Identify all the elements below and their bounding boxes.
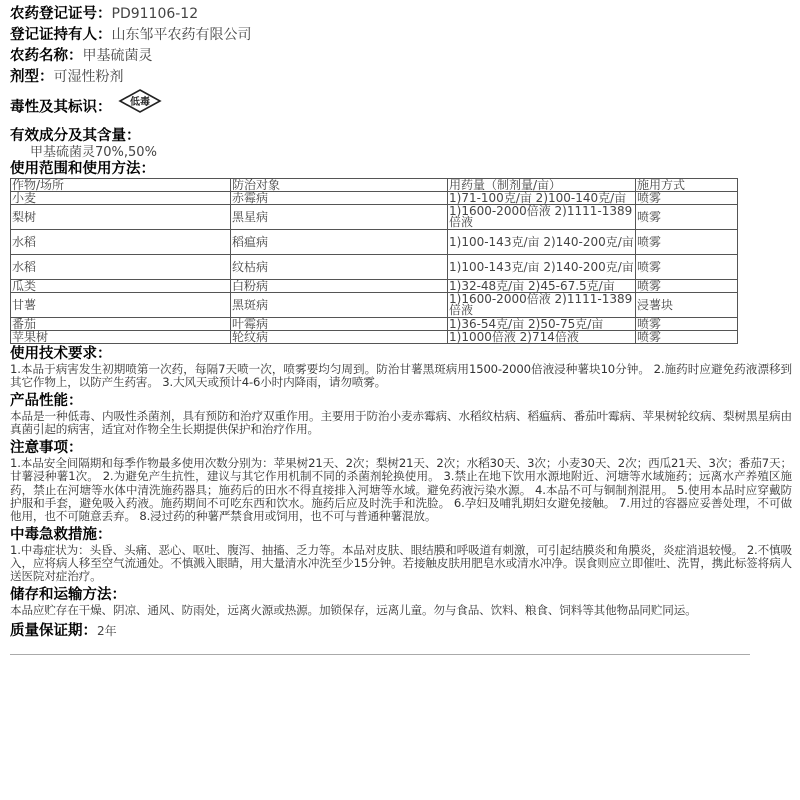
label-document xyxy=(10,4,792,655)
table-cell: 纹枯病 xyxy=(231,255,448,280)
table-cell: 喷雾 xyxy=(636,205,738,230)
table-cell: 1)100-143克/亩 2)140-200克/亩 xyxy=(448,230,636,255)
registration-number-label: 农药登记证号： xyxy=(10,6,112,22)
technique-heading: 使用技术要求： xyxy=(10,346,112,362)
table-cell: 1)1000倍液 2)714倍液 xyxy=(448,331,636,344)
table-cell: 小麦 xyxy=(11,192,231,205)
table-cell: 浸薯块 xyxy=(636,293,738,318)
table-cell: 赤霉病 xyxy=(231,192,448,205)
ingredient-value: 甲基硫菌灵70%,50% xyxy=(30,145,157,160)
warranty-row xyxy=(10,621,792,642)
bottom-divider xyxy=(10,654,750,655)
table-cell: 梨树 xyxy=(11,205,231,230)
table-cell: 白粉病 xyxy=(231,280,448,293)
table-cell: 喷雾 xyxy=(636,192,738,205)
table-cell: 喷雾 xyxy=(636,230,738,255)
registration-number-value: PD91106-12 xyxy=(111,6,199,22)
first-aid-text: 1.中毒症状为：头昏、头痛、恶心、呕吐、腹泻、抽搐、乏力等。本品对皮肤、眼结膜和呼吸道有刺激，可引起结膜炎和角膜炎，炎症消退较慢。 2.不慎吸入，应将病人移至空气流通处。不慎溅入眼睛，用大量清水冲洗至少15分钟。若接触皮肤用肥皂水或清水冲净。误食则应立即催吐、洗胃，携此标签将病人送医院对症治疗。 xyxy=(10,542,792,584)
formulation-label: 剂型： xyxy=(10,69,54,85)
table-cell: 1)71-100克/亩 2)100-140克/亩 xyxy=(448,192,636,205)
first-aid-heading: 中毒急救措施： xyxy=(10,526,112,543)
table-cell: 番茄 xyxy=(11,318,231,331)
formulation-value: 可湿性粉剂 xyxy=(53,69,124,85)
storage-text: 本品应贮存在干燥、阴凉、通风、防雨处，远离火源或热源。加锁保存，远离儿童。勿与食品、饮料、粮食、饲料等其他物品同贮同运。 xyxy=(10,603,697,618)
table-cell: 1)1600-2000倍液 2)1111-1389倍液 xyxy=(448,205,636,230)
toxicity-badge-text: 低毒 xyxy=(129,97,150,108)
table-cell: 轮纹病 xyxy=(231,331,448,344)
notes-text: 1.本品安全间隔期和每季作物最多使用次数分别为：苹果树21天、2次；梨树21天、2次；水稻30天、3次；小麦30天、2次；西瓜21天、3次；番茄7天；甘薯浸种薯1次。 2.为避免产生抗性，建议与其它作用机制不同的杀菌剂轮换使用。 3.禁止在地下饮用水源地附近、河塘等水域施药；远离水产养殖区施药，禁止在河塘等水体中清洗施药器具；施药后的田水不得直接排入河塘等水域。避免药液污染水源。 4.本品不可与铜制剂混用。 5.使用本品时应穿戴防护服和手套，避免吸入药液。施药期间不可吃东西和饮水。施药后应及时洗手和洗脸。 6.孕妇及哺乳期妇女避免接触。 7.用过的容器应妥善处理，不可做他用，也不可随意丢弃。 8.浸过药的种薯严禁食用或饲用，也不可与普通种薯混放。 xyxy=(10,456,792,523)
table-cell: 喷雾 xyxy=(636,255,738,280)
registration-number-row xyxy=(10,4,792,25)
holder-row xyxy=(10,25,792,46)
table-cell: 甘薯 xyxy=(11,293,231,318)
table-row xyxy=(11,318,738,331)
table-cell: 水稻 xyxy=(11,255,231,280)
performance-heading: 产品性能： xyxy=(10,393,83,410)
table-row xyxy=(11,293,738,318)
table-cell: 喷雾 xyxy=(636,331,738,344)
table-cell: 瓜类 xyxy=(11,280,231,293)
usage-table xyxy=(10,178,738,344)
table-cell: 黑斑病 xyxy=(231,293,448,318)
holder-label: 登记证持有人： xyxy=(10,27,112,43)
scope-heading: 使用范围和使用方法： xyxy=(10,161,155,177)
table-row xyxy=(11,280,738,293)
table-cell: 黑星病 xyxy=(231,205,448,230)
table-cell: 喷雾 xyxy=(636,280,738,293)
toxicity-label: 毒性及其标识： xyxy=(10,99,112,116)
table-row xyxy=(11,255,738,280)
ingredient-heading: 有效成分及其含量： xyxy=(10,128,141,144)
table-cell: 水稻 xyxy=(11,230,231,255)
table-cell: 1)100-143克/亩 2)140-200克/亩 xyxy=(448,255,636,280)
table-header-target: 防治对象 xyxy=(231,179,448,192)
table-header-row xyxy=(11,179,738,192)
table-cell: 稻瘟病 xyxy=(231,230,448,255)
table-cell: 1)32-48克/亩 2)45-67.5克/亩 xyxy=(448,280,636,293)
pesticide-name-row xyxy=(10,46,792,67)
table-cell: 1)36-54克/亩 2)50-75克/亩 xyxy=(448,318,636,331)
table-header-method: 施用方式 xyxy=(636,179,738,192)
warranty-value: 2年 xyxy=(97,624,117,639)
table-header-dosage: 用药量（制剂量/亩） xyxy=(448,179,636,192)
table-row xyxy=(11,205,738,230)
table-row xyxy=(11,192,738,205)
notes-heading: 注意事项： xyxy=(10,440,83,457)
low-toxicity-icon xyxy=(118,88,162,126)
performance-text: 本品是一种低毒、内吸性杀菌剂，具有预防和治疗双重作用。主要用于防治小麦赤霉病、水稻纹枯病、稻瘟病、番茄叶霉病、苹果树轮纹病、梨树黑星病由真菌引起的病害，适宜对作物全生长期提供保护和治疗作用。 xyxy=(10,409,792,437)
table-row xyxy=(11,230,738,255)
table-cell: 叶霉病 xyxy=(231,318,448,331)
warranty-label: 质量保证期： xyxy=(10,623,97,640)
pesticide-name-label: 农药名称： xyxy=(10,48,83,64)
pesticide-name-value: 甲基硫菌灵 xyxy=(82,48,153,64)
table-row xyxy=(11,331,738,344)
table-cell: 苹果树 xyxy=(11,331,231,344)
table-cell: 喷雾 xyxy=(636,318,738,331)
technique-text: 1.本品于病害发生初期喷第一次药，每隔7天喷一次，喷雾要均匀周到。防治甘薯黑斑病用1500-2000倍液浸种薯块10分钟。 2.施药时应避免药液漂移到其它作物上，以防产生药害。 3.大风天或预计4-6小时内降雨，请勿喷雾。 xyxy=(10,362,792,390)
table-cell: 1)1600-2000倍液 2)1111-1389倍液 xyxy=(448,293,636,318)
formulation-row xyxy=(10,67,792,88)
holder-value: 山东邹平农药有限公司 xyxy=(111,27,252,43)
table-header-crop: 作物/场所 xyxy=(11,179,231,192)
storage-heading: 储存和运输方法： xyxy=(10,587,126,604)
toxicity-row xyxy=(10,88,792,122)
